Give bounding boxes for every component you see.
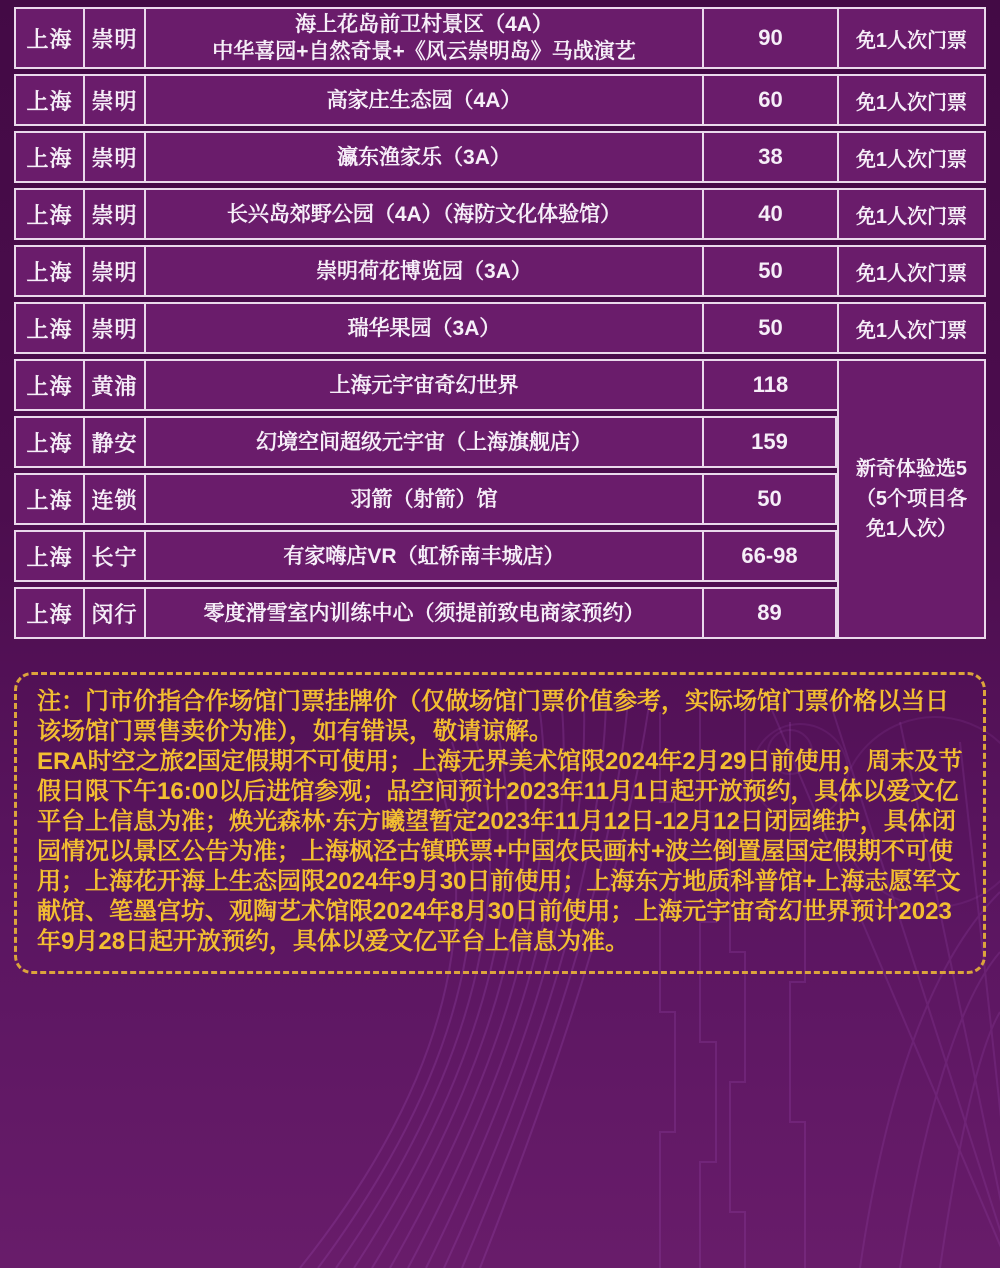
attraction-name-cell	[144, 7, 702, 69]
attraction-name-line1: 幻境空间超级元宇宙（上海旗舰店）	[256, 430, 592, 454]
attraction-name-line1: 羽箭（射箭）馆	[350, 487, 498, 511]
benefit-merged-cell	[837, 359, 986, 639]
district-cell: 崇明	[83, 302, 144, 354]
benefit-cell: 免1人次门票	[837, 74, 986, 126]
price-cell: 50	[702, 245, 837, 297]
table-row-0	[14, 7, 986, 69]
attraction-name-cell	[144, 188, 702, 240]
notes-box	[14, 672, 986, 974]
attraction-name-line2: 中华喜园+自然奇景+《风云崇明岛》马战演艺	[212, 40, 636, 63]
table-row-5	[14, 302, 986, 354]
table-row-2	[14, 131, 986, 183]
district-cell: 黄浦	[83, 359, 144, 411]
benefit-cell: 免1人次门票	[837, 188, 986, 240]
table-row-4	[14, 245, 986, 297]
city-cell: 上海	[14, 7, 83, 69]
city-cell: 上海	[14, 416, 83, 468]
attraction-name-line1: 崇明荷花博览园（3A）	[316, 259, 532, 283]
attractions-table-wrap	[0, 2, 1000, 644]
attraction-name-cell	[144, 530, 702, 582]
city-cell: 上海	[14, 188, 83, 240]
city-cell: 上海	[14, 473, 83, 525]
district-cell: 崇明	[83, 245, 144, 297]
district-cell: 闵行	[83, 587, 144, 639]
price-cell: 89	[702, 587, 837, 639]
table-row-1	[14, 74, 986, 126]
district-cell: 连锁	[83, 473, 144, 525]
benefit-cell: 免1人次门票	[837, 302, 986, 354]
city-cell: 上海	[14, 302, 83, 354]
attraction-name-cell	[144, 416, 702, 468]
price-cell: 50	[702, 302, 837, 354]
attraction-name-line1: 上海元宇宙奇幻世界	[329, 373, 519, 397]
attraction-name-line1: 海上花岛前卫村景区（4A）	[295, 13, 553, 36]
price-cell: 50	[702, 473, 837, 525]
district-cell: 崇明	[83, 131, 144, 183]
price-cell: 90	[702, 7, 837, 69]
benefit-cell: 免1人次门票	[837, 7, 986, 69]
district-cell: 崇明	[83, 74, 144, 126]
table-row-6	[14, 359, 986, 411]
note-paragraph-1: 注：门市价指合作场馆门票挂牌价（仅做场馆门票价值参考，实际场馆门票价格以当日该场馆门票售卖价为准），如有错误，敬请谅解。	[37, 688, 949, 745]
city-cell: 上海	[14, 245, 83, 297]
price-cell: 38	[702, 131, 837, 183]
attraction-name-cell	[144, 131, 702, 183]
district-cell: 崇明	[83, 7, 144, 69]
attraction-name-line1: 零度滑雪室内训练中心（须提前致电商家预约）	[203, 601, 645, 625]
attraction-name-cell	[144, 473, 702, 525]
attractions-table	[14, 2, 986, 644]
city-cell: 上海	[14, 587, 83, 639]
attraction-name-line1: 瑞华果园（3A）	[347, 316, 501, 340]
benefit-merged-line2: （5个项目各	[855, 488, 968, 510]
benefit-merged-line1: 新奇体验选5	[855, 458, 968, 480]
attraction-name-line1: 长兴岛郊野公园（4A）（海防文化体验馆）	[226, 202, 622, 226]
attraction-name-cell	[144, 587, 702, 639]
benefit-cell: 免1人次门票	[837, 131, 986, 183]
city-cell: 上海	[14, 131, 83, 183]
attraction-name-cell	[144, 74, 702, 126]
city-cell: 上海	[14, 359, 83, 411]
price-cell: 60	[702, 74, 837, 126]
benefit-cell: 免1人次门票	[837, 245, 986, 297]
benefit-merged-line3: 免1人次）	[865, 518, 958, 540]
attraction-name-line1: 有家嗨店VR（虹桥南丰城店）	[283, 544, 565, 568]
attraction-name-line1: 高家庄生态园（4A）	[326, 88, 522, 112]
city-cell: 上海	[14, 530, 83, 582]
note-paragraph-2: ERA时空之旅2国定假期不可使用；上海无界美术馆限2024年2月29日前使用，周末及节假日限下午16:00以后进馆参观；品空间预计2023年11月1日起开放预约，具体以爱文亿平台上信息为准；焕光森林·东方曦望暂定2023年11月12日-12月12日闭园维护，具体闭园情况以景区公告为准；上海枫泾古镇联票+中国农民画村+波兰倒置屋国定假期不可使用；上海花开海上生态园限2024年9月30日前使用；上海东方地质科普馆+上海志愿军文献馆、笔墨宫坊、观陶艺术馆限2024年8月30日前使用；上海元宇宙奇幻世界预计2023年9月28日起开放预约，具体以爱文亿平台上信息为准。	[37, 748, 963, 955]
district-cell: 静安	[83, 416, 144, 468]
table-row-3	[14, 188, 986, 240]
attraction-name-cell	[144, 359, 702, 411]
attraction-name-cell	[144, 302, 702, 354]
city-cell: 上海	[14, 74, 83, 126]
price-cell: 66-98	[702, 530, 837, 582]
attraction-name-line1: 瀛东渔家乐（3A）	[337, 145, 511, 169]
price-cell: 40	[702, 188, 837, 240]
district-cell: 崇明	[83, 188, 144, 240]
price-cell: 118	[702, 359, 837, 411]
district-cell: 长宁	[83, 530, 144, 582]
price-cell: 159	[702, 416, 837, 468]
attraction-name-cell	[144, 245, 702, 297]
